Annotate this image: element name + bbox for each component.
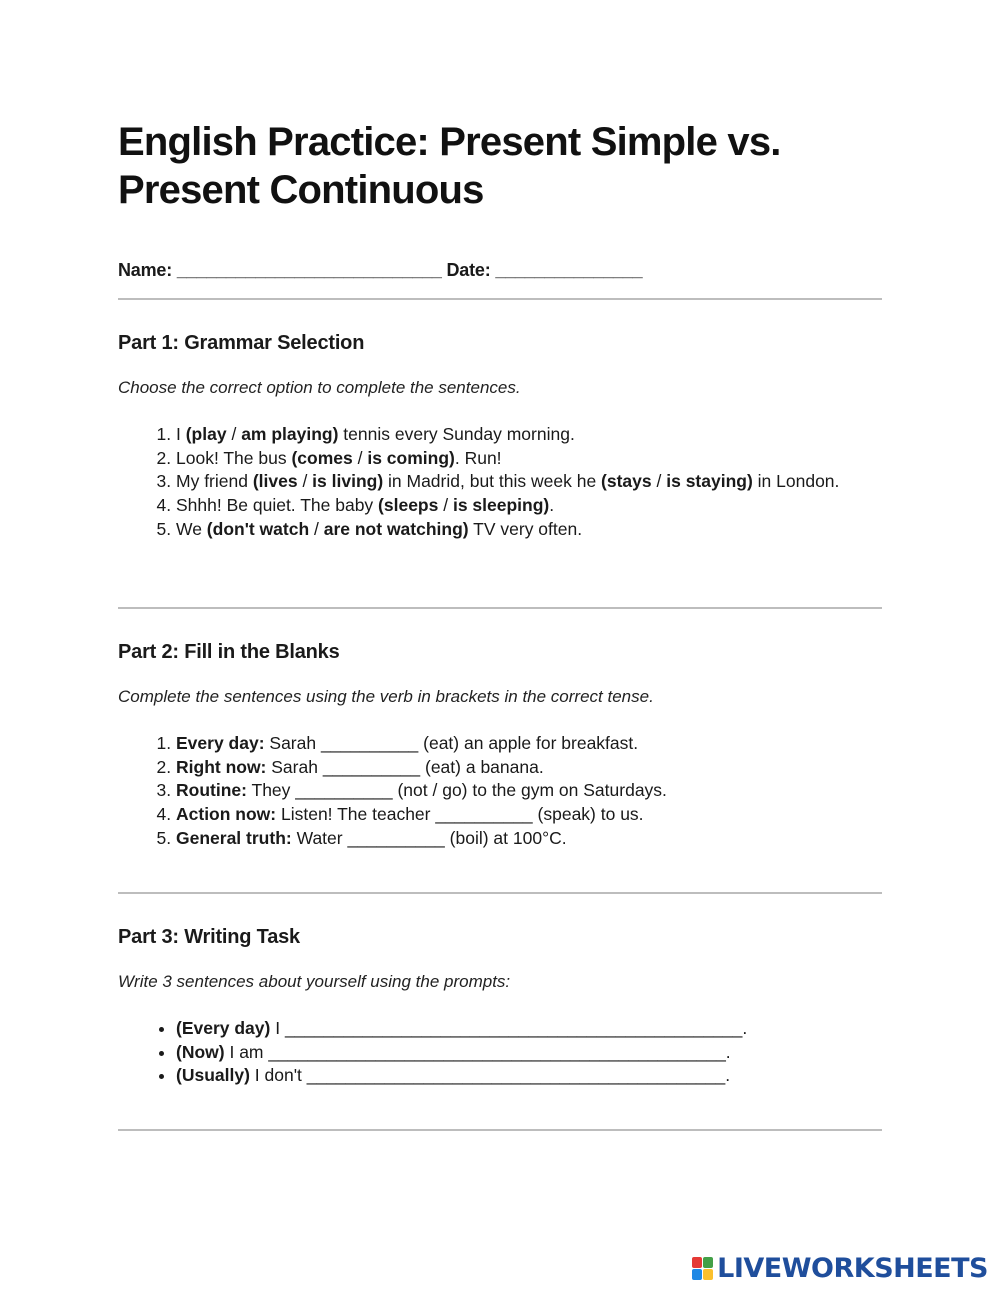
list-item: 3. Routine: They __________ (not / go) to the gym on Saturdays. [176,779,882,803]
logo-text: LIVEWORKSHEETS [717,1253,988,1284]
part1-section [118,330,882,542]
list-item: • (Now) I am _______________________________________________. [176,1041,882,1065]
divider [118,607,882,609]
part2-section [118,639,882,851]
list-item: 5. We (don't watch / are not watching) TV very often. [176,518,882,542]
part2-heading: Part 2: Fill in the Blanks [118,641,340,663]
worksheet-title: English Practice: Present Simple vs. Present Continuous [118,120,781,212]
part1-instruction: Choose the correct option to complete the sentences. [118,378,521,397]
list-item: 1. I (play / am playing) tennis every Sunday morning. [176,423,882,447]
list-item: 1. Every day: Sarah __________ (eat) an apple for breakfast. [176,732,882,756]
part2-list [118,732,882,851]
list-item: • (Every day) I _______________________________________________. [176,1017,882,1041]
part3-list [118,1017,882,1088]
part3-section [118,924,882,1088]
list-item: 3. My friend (lives / is living) in Madrid, but this week he (stays / is staying) in London. [176,470,882,494]
list-item: 2. Look! The bus (comes / is coming). Run! [176,447,882,471]
divider [118,892,882,894]
part3-instruction: Write 3 sentences about yourself using the prompts: [118,972,511,991]
list-item: 4. Action now: Listen! The teacher __________ (speak) to us. [176,803,882,827]
name-date-line: Name: ___________________________ Date: _______________ [118,260,643,280]
list-item: 5. General truth: Water __________ (boil) at 100°C. [176,827,882,851]
part2-instruction: Complete the sentences using the verb in brackets in the correct tense. [118,687,654,706]
list-item: 4. Shhh! Be quiet. The baby (sleeps / is sleeping). [176,494,882,518]
divider [118,1129,882,1131]
part1-heading: Part 1: Grammar Selection [118,332,365,354]
part3-heading: Part 3: Writing Task [118,926,300,948]
liveworksheets-mark-icon [692,1257,714,1281]
liveworksheets-logo [692,1254,988,1284]
divider [118,298,882,300]
list-item: • (Usually) I don't ___________________________________________. [176,1064,882,1088]
part1-list [118,423,882,542]
list-item: 2. Right now: Sarah __________ (eat) a banana. [176,756,882,780]
